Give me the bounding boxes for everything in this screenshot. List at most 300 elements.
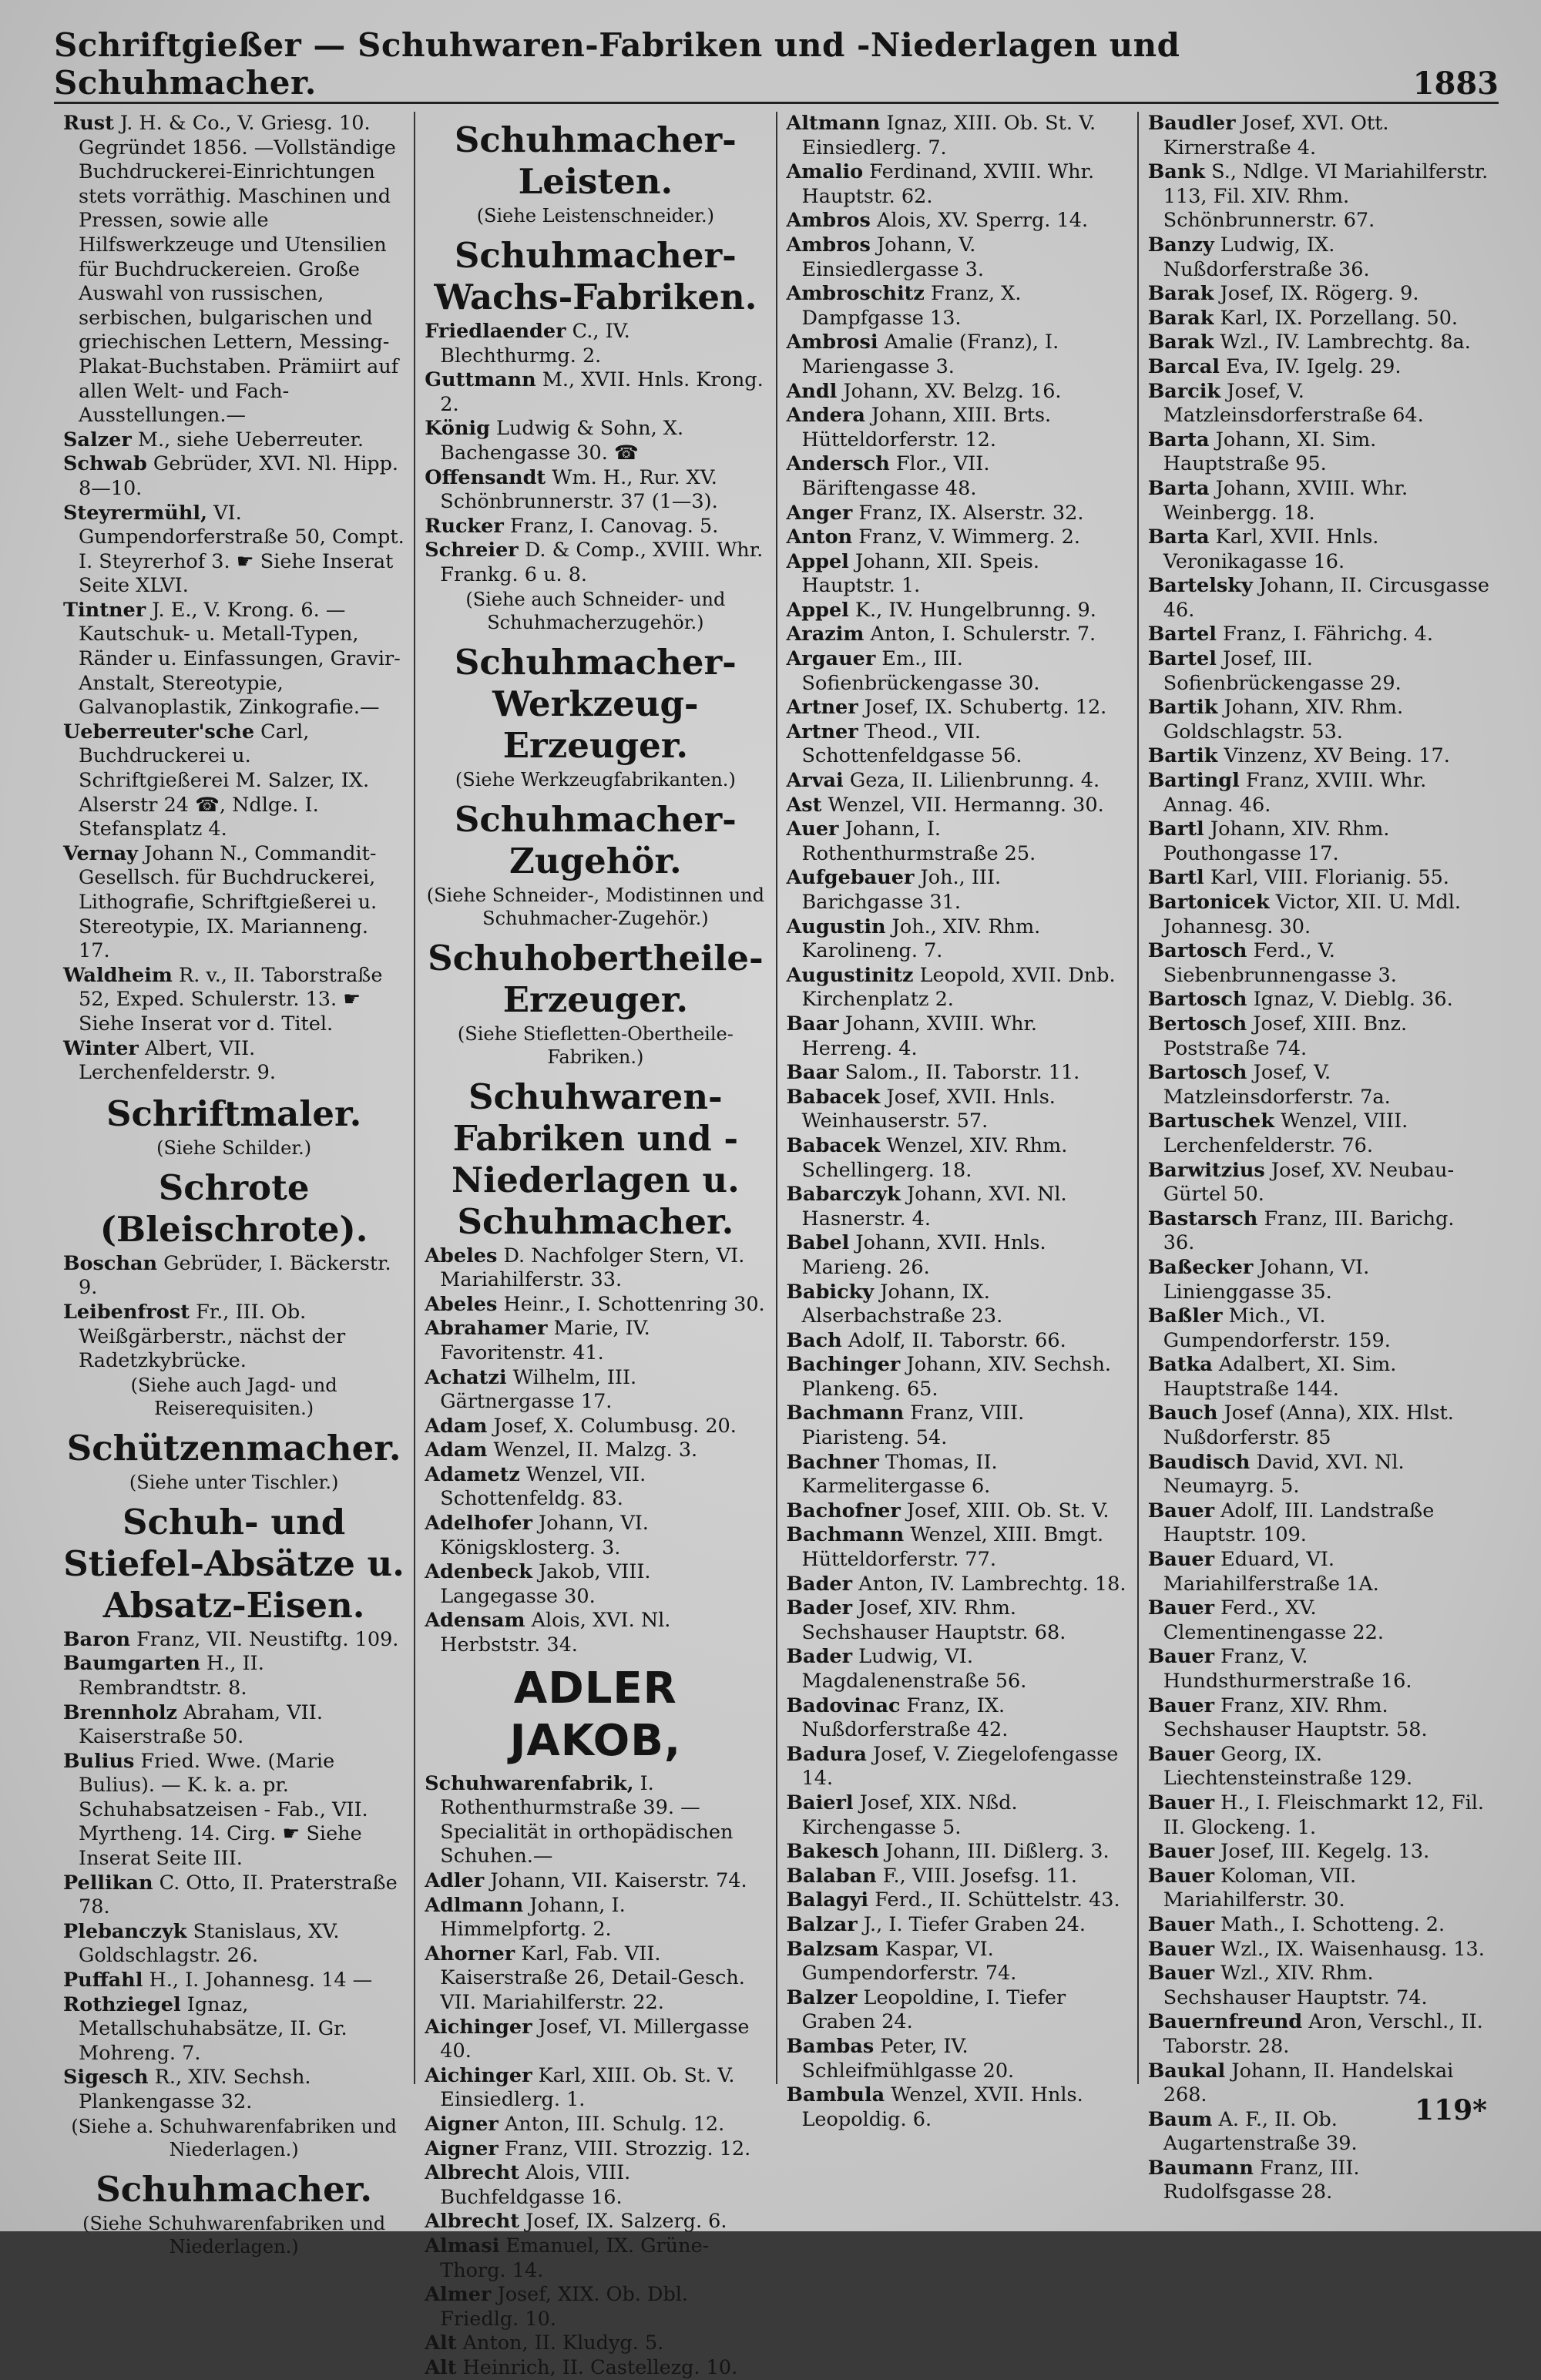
directory-entry: Bauernfreund Aron, Verschl., II. Taborstr. 28. [1147,2010,1483,2058]
entry-surname: Bastarsch [1147,1207,1258,1230]
entry-surname: Ueberreuter'sche [63,720,255,744]
entry-surname: Salzer [63,428,132,451]
entry-surname: Badura [786,1742,867,1766]
section-heading: Schrote (Bleischrote). [99,1167,368,1250]
directory-entry: Abeles D. Nachfolger Stern, VI. Mariahilferstr. 33. [425,1244,745,1292]
entry-surname: Bauer [1147,1694,1215,1717]
entry-surname: Babarczyk [786,1183,901,1207]
directory-entry: Balzer Leopoldine, I. Tiefer Graben 24. [786,1986,1066,2034]
entry-surname: Rust [63,112,114,135]
directory-entry: Aichinger Karl, XIII. Ob. St. V. Einsiedlerg. 1. [425,2063,735,2112]
directory-entry: Bader Josef, XIV. Rhm. Sechshauser Hauptstr. 68. [786,1596,1066,1644]
advertisement-heading: ADLER JAKOB, [509,1663,682,1766]
directory-entry: Salzer M., siehe Ueberreuter. [63,428,364,451]
entry-surname: Boschan [63,1251,158,1275]
directory-entry: Barcal Eva, IV. Igelg. 29. [1147,354,1402,378]
directory-entry: Balzsam Kaspar, VI. Gumpendorferstr. 74. [786,1937,1017,1986]
entry-surname: Tintner [63,598,146,622]
directory-entry: Bartosch Josef, V. Matzleinsdorferstr. 7a. [1147,1061,1391,1109]
entry-surname: Adenbeck [425,1560,532,1584]
entry-surname: Aichinger [425,2015,532,2039]
entry-surname: Pellikan [63,1871,153,1895]
entry-surname: Almer [425,2283,492,2307]
entry-surname: Baukal [1147,2059,1226,2083]
entry-surname: Bartik [1147,696,1218,720]
entry-surname: Babicky [786,1280,875,1304]
directory-entry: Baßler Mich., VI. Gumpendorferstr. 159. [1147,1304,1391,1352]
directory-entry: Andersch Flor., VII. Bäriftengasse 48. [786,452,990,500]
cross-reference-note: (Siehe auch Schneider- und Schuhmacherzugehör.) [465,588,726,633]
entry-surname: Steyrermühl, [63,501,207,525]
directory-entry: Barta Johann, XI. Sim. Hauptstraße 95. [1147,428,1377,476]
directory-entry: Bastarsch Franz, III. Barichg. 36. [1147,1207,1455,1255]
entry-surname: Ambroschitz [786,282,925,306]
directory-entry: Bartingl Franz, XVIII. Whr. Annag. 46. [1147,769,1427,817]
entry-surname: Abeles [425,1292,498,1316]
directory-entry: Rucker Franz, I. Canovag. 5. [425,514,719,538]
directory-entry: Achatzi Wilhelm, III. Gärtnergasse 17. [425,1365,637,1414]
directory-entry: Appel K., IV. Hungelbrunng. 9. [786,598,1096,622]
entry-surname: Barwitzius [1147,1158,1265,1182]
directory-entry: Waldheim R. v., II. Taborstraße 52, Exped. Schulerstr. 13. ☛ Siehe Inserat vor d. Titel. [63,963,383,1036]
entry-surname: Bartel [1147,647,1217,671]
entry-surname: Bauer [1147,1499,1215,1522]
entry-surname: Amalio [786,160,864,184]
entry-surname: Bauer [1147,1840,1215,1864]
entry-surname: Adam [425,1438,488,1462]
directory-entry: Babicky Johann, IX. Alserbachstraße 23. [786,1280,1003,1328]
directory-entry: Albrecht Josef, IX. Salzerg. 6. [425,2210,727,2234]
entry-surname: Schuhwarenfabrik, [425,1771,634,1795]
directory-entry: Albrecht Alois, VIII. Buchfeldgasse 16. [425,2161,631,2209]
directory-entry: Winter Albert, VII. Lerchenfelderstr. 9. [63,1036,276,1085]
column-2 [415,112,777,2379]
directory-entry: Anger Franz, IX. Alserstr. 32. [786,501,1084,525]
entry-surname: Aigner [425,2112,499,2136]
directory-entry: Barak Wzl., IV. Lambrechtg. 8a. [1147,331,1471,354]
directory-entry: Bauch Josef (Anna), XIX. Hlst. Nußdorferstr. 85 [1147,1401,1454,1450]
directory-entry: Ambrosi Amalie (Franz), I. Mariengasse 3. [786,331,1059,378]
directory-entry: Sigesch R., XIV. Sechsh. Plankengasse 32. [63,2066,311,2113]
entry-surname: Baron [63,1627,131,1651]
entry-surname: Baar [786,1012,839,1036]
entry-surname: Bartosch [1147,1061,1247,1085]
section-heading: Schuhmacher-Wachs-Fabriken. [434,235,757,317]
entry-surname: Arazim [786,623,865,646]
directory-entry: Plebanczyk Stanislaus, XV. Goldschlagstr. 26. [63,1919,340,1968]
directory-entry: Schuhwarenfabrik, I. Rothenthurmstraße 39. — Specialität in orthopädischen Schuhen.— [425,1771,734,1868]
directory-entry: Badura Josef, V. Ziegelofengasse 14. [786,1742,1119,1791]
entry-surname: Baum [1147,2107,1213,2131]
entry-surname: Artner [786,720,858,744]
directory-entry: Artner Josef, IX. Schubertg. 12. [786,696,1107,720]
entry-surname: Friedlaender [425,320,566,343]
entry-surname: Adam [425,1414,488,1438]
directory-entry: Adam Wenzel, II. Malzg. 3. [425,1438,698,1462]
section-heading: Schriftmaler. [106,1093,362,1134]
entry-surname: Barcal [1147,354,1220,378]
entry-surname: Bachmann [786,1401,905,1425]
directory-entry: Puffahl H., I. Johannesg. 14 — [63,1969,373,1992]
directory-entry: Baierl Josef, XIX. Nßd. Kirchengasse 5. [786,1791,1018,1839]
cross-reference-note: (Siehe Stiefletten-Obertheile-Fabriken.) [457,1022,734,1068]
entry-surname: Albrecht [425,2210,520,2234]
directory-entry: Bauer Wzl., IX. Waisenhausg. 13. [1147,1937,1485,1961]
directory-entry: Ahorner Karl, Fab. VII. Kaiserstraße 26, Detail-Gesch. VII. Mariahilferstr. 22. [425,1942,745,2014]
directory-entry: Baumann Franz, III. Rudolfsgasse 28. [1147,2156,1360,2204]
directory-entry: Babel Johann, XVII. Hnls. Marieng. 26. [786,1231,1046,1279]
directory-entry: Guttmann M., XVII. Hnls. Krong. 2. [425,368,764,416]
entry-surname: Alt [425,2331,457,2355]
entry-surname: Almasi [425,2234,500,2257]
entry-surname: Rucker [425,514,504,538]
page-header [54,26,1499,104]
directory-entry: Baron Franz, VII. Neustiftg. 109. [63,1627,399,1651]
directory-entry: Almasi Emanuel, IX. Grüne-Thorg. 14. [425,2234,710,2282]
entry-surname: Bambula [786,2083,885,2107]
entry-surname: Andera [786,404,865,428]
entry-surname: Babel [786,1231,850,1255]
directory-entry: Balzar J., I. Tiefer Graben 24. [786,1912,1086,1936]
entry-surname: Bambas [786,2034,875,2058]
entry-surname: Bank [1147,160,1206,184]
entry-surname: Winter [63,1036,139,1060]
directory-entry: Barak Josef, IX. Rögerg. 9. [1147,282,1419,306]
cross-reference-note: (Siehe Werkzeugfabrikanten.) [455,768,736,791]
entry-surname: Bachmann [786,1523,905,1547]
entry-surname: Bauernfreund [1147,2010,1303,2034]
directory-entry: Bartuschek Wenzel, VIII. Lerchenfelderstr. 76. [1147,1109,1408,1157]
directory-entry: Rothziegel Ignaz, Metallschuhabsätze, II. Gr. Mohreng. 7. [63,1992,347,2065]
directory-entry: Bartik Vinzenz, XV Being. 17. [1147,744,1450,768]
directory-entry: Ambros Alois, XV. Sperrg. 14. [786,209,1089,233]
entry-surname: Baßecker [1147,1255,1254,1279]
entry-surname: Brennholz [63,1700,178,1724]
entry-surname: Bauer [1147,1596,1215,1620]
directory-entry: Leibenfrost Fr., III. Ob. Weißgärberstr., nächst der Radetzkybrücke. [63,1300,346,1373]
directory-entry: Augustin Joh., XIV. Rhm. Karolineng. 7. [786,915,1041,963]
directory-entry: Bartosch Ferd., V. Siebenbrunnengasse 3. [1147,939,1397,987]
directory-entry: Barak Karl, IX. Porzellang. 50. [1147,306,1459,330]
entry-surname: Anton [786,525,853,549]
directory-entry: Tintner J. E., V. Krong. 6. —Kautschuk- u. Metall-Typen, Ränder u. Einfassungen, Gravir-Anstalt, Stereotypie, Galvanoplastik, Zinkografie.— [63,598,401,720]
entry-surname: Baudler [1147,112,1236,135]
entry-surname: Bachofner [786,1499,901,1522]
directory-entry: Bauer Franz, V. Hundsthurmerstraße 16. [1147,1645,1412,1693]
entry-surname: Bader [786,1645,853,1669]
directory-entry: Balagyi Ferd., II. Schüttelstr. 43. [786,1888,1120,1912]
directory-entry: Andera Johann, XIII. Brts. Hütteldorferstr. 12. [786,404,1052,451]
entry-surname: Bach [786,1328,842,1352]
header-title: Schriftgießer — Schuhwaren-Fabriken und -Niederlagen und Schuhmacher. [54,26,1180,102]
directory-entry: Bachofner Josef, XIII. Ob. St. V. [786,1499,1110,1522]
directory-entry: Bauer Ferd., XV. Clementinengasse 22. [1147,1596,1384,1644]
entry-surname: Adler [425,1869,485,1892]
directory-entry: Adenbeck Jakob, VIII. Langegasse 30. [425,1560,651,1608]
entry-surname: Altmann [786,112,881,135]
directory-entry: Baukal Johann, II. Handelskai 268. [1147,2059,1454,2107]
entry-surname: Barak [1147,282,1214,306]
directory-entry: Alt Anton, II. Kludyg. 5. [425,2331,664,2355]
entry-surname: Balzer [786,1986,858,2009]
directory-entry: Rust J. H. & Co., V. Griesg. 10. Gegründet 1856. —Vollständige Buchdruckerei-Einrichtungen stets vorräthig. Maschinen und Pressen, sowie alle Hilfswerkzeuge und Utensilien für Buchdruckereien. Große Auswahl von russischen, serbischen, bulgarischen und griechischen Lettern, Messing-Plakat-Buchstaben. Prämiirt auf allen Welt- und Fach-Ausstellungen.— [63,112,399,428]
cross-reference-note: (Siehe unter Tischler.) [129,1471,339,1493]
entry-surname: Baar [786,1061,839,1085]
entry-surname: Bauer [1147,1742,1215,1766]
entry-surname: Achatzi [425,1365,507,1389]
entry-surname: Balagyi [786,1888,869,1912]
directory-entry: Altmann Ignaz, XIII. Ob. St. V. Einsiedlerg. 7. [786,112,1096,159]
directory-entry: Pellikan C. Otto, II. Praterstraße 78. [63,1871,398,1919]
section-heading: Schuhmacher-Zugehör. [454,798,737,881]
directory-entry: Bakesch Johann, III. Dißlerg. 3. [786,1840,1110,1864]
directory-entry: Brennholz Abraham, VII. Kaiserstraße 50. [63,1700,323,1749]
entry-surname: Badovinac [786,1694,901,1717]
entry-surname: Bulius [63,1749,135,1773]
entry-surname: Babacek [786,1133,881,1157]
entry-surname: Barta [1147,525,1210,549]
entry-surname: Balaban [786,1864,877,1888]
directory-entry: Baumgarten H., II. Rembrandtstr. 8. [63,1652,264,1700]
entry-surname: Bartingl [1147,769,1240,793]
entry-surname: Adensam [425,1609,525,1633]
cross-reference-note: (Siehe Schuhwarenfabriken und Niederlagen.) [82,2212,386,2257]
directory-entry: Boschan Gebrüder, I. Bäckerstr. 9. [63,1251,391,1300]
directory-entry: Balaban F., VIII. Josefsg. 11. [786,1864,1078,1888]
entry-surname: Bartonicek [1147,891,1270,914]
entry-surname: Vernay [63,841,138,865]
entry-surname: Bader [786,1572,853,1596]
directory-entry: Babarczyk Johann, XVI. Nl. Hasnerstr. 4. [786,1183,1067,1230]
directory-entry: Baßecker Johann, VI. Linienggasse 35. [1147,1255,1370,1304]
entry-surname: Adelhofer [425,1512,532,1536]
directory-entry: Schreier D. & Comp., XVIII. Whr. Frankg. 6 u. 8. [425,539,764,586]
entry-surname: Batka [1147,1353,1213,1377]
entry-surname: Auer [786,817,839,841]
directory-entry: Badovinac Franz, IX. Nußdorferstraße 42. [786,1694,1009,1742]
directory-entry: Andl Johann, XV. Belzg. 16. [786,379,1062,403]
entry-surname: Balzar [786,1912,858,1936]
entry-surname: Bartuschek [1147,1109,1274,1133]
directory-entry: Barcik Josef, V. Matzleinsdorferstraße 64. [1147,379,1424,428]
directory-entry: Arvai Geza, II. Lilienbrunng. 4. [786,769,1100,793]
entry-surname: Barta [1147,428,1210,451]
directory-entry: Babacek Josef, XVII. Hnls. Weinhauserstr. 57. [786,1085,1056,1133]
directory-entry: Adametz Wenzel, VII. Schottenfeldg. 83. [425,1462,646,1511]
directory-entry: Aigner Anton, III. Schulg. 12. [425,2112,725,2136]
directory-entry: Aichinger Josef, VI. Millergasse 40. [425,2015,750,2063]
directory-entry: Baum A. F., II. Ob. Augartenstraße 39. [1147,2107,1358,2156]
page-signature: 119* [1415,2094,1487,2127]
entry-surname: Bachner [786,1450,879,1474]
directory-entry: Bach Adolf, II. Taborstr. 66. [786,1328,1066,1352]
directory-entry: Vernay Johann N., Commandit-Gesellsch. für Buchdruckerei, Lithografie, Schriftgießerei u. Stereotypie, IX. Marianneng. 17. [63,841,378,963]
entry-surname: Albrecht [425,2161,520,2185]
entry-surname: Bartosch [1147,988,1247,1012]
directory-entry: Bauer Math., I. Schotteng. 2. [1147,1912,1445,1936]
column-3 [777,112,1139,2131]
directory-entry: Adam Josef, X. Columbusg. 20. [425,1414,737,1438]
section-heading: Schützenmacher. [66,1427,401,1469]
directory-entry: Offensandt Wm. H., Rur. XV. Schönbrunnerstr. 37 (1—3). [425,465,718,514]
entry-surname: Ambros [786,233,871,257]
directory-entry: Bambula Wenzel, XVII. Hnls. Leopoldig. 6. [786,2083,1083,2131]
entry-surname: Augustin [786,915,886,938]
entry-surname: Rothziegel [63,1992,181,2016]
cross-reference-note: (Siehe auch Jagd- und Reiserequisiten.) [130,1374,337,1419]
entry-surname: Plebanczyk [63,1919,187,1943]
entry-surname: Anger [786,501,853,525]
entry-surname: Ambros [786,209,871,233]
directory-entry: Bartelsky Johann, II. Circusgasse 46. [1147,574,1489,622]
directory-entry: Bauer Georg, IX. Liechtensteinstraße 129. [1147,1742,1413,1791]
directory-entry: Baudisch David, XVI. Nl. Neumayrg. 5. [1147,1450,1405,1499]
entry-surname: Offensandt [425,465,546,489]
directory-entry: Bauer Wzl., XIV. Rhm. Sechshauser Hauptstr. 74. [1147,1962,1428,2009]
entry-surname: König [425,417,490,441]
entry-surname: Argauer [786,647,876,671]
page-number: 1883 [1412,65,1499,102]
entry-surname: Augustinitz [786,963,914,987]
entry-surname: Ahorner [425,1942,515,1965]
entry-surname: Babacek [786,1085,881,1109]
entry-surname: Abeles [425,1244,498,1267]
directory-entry: Bauer Eduard, VI. Mariahilferstraße 1A. [1147,1548,1379,1596]
entry-surname: Schwab [63,452,147,476]
entry-surname: Bartel [1147,623,1217,646]
directory-entry: Abrahamer Marie, IV. Favoritenstr. 41. [425,1317,650,1365]
entry-surname: Bartosch [1147,939,1247,963]
entry-surname: Bader [786,1596,853,1620]
entry-surname: Adlmann [425,1893,524,1917]
directory-entry: Bartik Johann, XIV. Rhm. Goldschlagstr. 53. [1147,696,1404,744]
entry-surname: Aichinger [425,2063,532,2087]
directory-entry: Abeles Heinr., I. Schottenring 30. [425,1292,765,1316]
directory-entry: Barta Karl, XVII. Hnls. Veronikagasse 16. [1147,525,1379,573]
directory-entry: Alt Heinrich, II. Castellezg. 10. [425,2355,738,2379]
entry-surname: Barcik [1147,379,1221,403]
entry-surname: Ambrosi [786,331,878,354]
entry-surname: Bertosch [1147,1012,1247,1036]
directory-entry: Bauer Adolf, III. Landstraße Hauptstr. 109. [1147,1499,1435,1547]
entry-surname: Artner [786,696,858,720]
directory-entry: Aigner Franz, VIII. Strozzig. 12. [425,2137,751,2160]
entry-surname: Appel [786,549,849,573]
entry-surname: Adametz [425,1462,520,1486]
directory-entry: König Ludwig & Sohn, X. Bachengasse 30. ☎ [425,417,684,465]
entry-surname: Bauer [1147,1937,1215,1961]
entry-surname: Schreier [425,539,519,562]
entry-surname: Puffahl [63,1969,143,1992]
entry-surname: Bartl [1147,866,1204,890]
entry-surname: Bartik [1147,744,1218,768]
directory-entry: Bauer Josef, III. Kegelg. 13. [1147,1840,1430,1864]
section-heading: Schuhmacher-Leisten. [454,119,737,202]
directory-entry: Ambros Johann, V. Einsiedlergasse 3. [786,233,985,281]
entry-surname: Bakesch [786,1840,879,1864]
directory-entry: Anton Franz, V. Wimmerg. 2. [786,525,1081,549]
directory-entry: Ast Wenzel, VII. Hermanng. 30. [786,793,1104,817]
section-heading: Schuhobertheile-Erzeuger. [428,937,764,1020]
directory-entry: Arazim Anton, I. Schulerstr. 7. [786,623,1096,646]
entry-surname: Waldheim [63,963,173,987]
entry-surname: Baierl [786,1791,854,1814]
cross-reference-note: (Siehe Leistenschneider.) [476,205,715,227]
entry-surname: Ast [786,793,822,817]
directory-entry: Appel Johann, XII. Speis. Hauptstr. 1. [786,549,1039,598]
directory-entry: Bartonicek Victor, XII. U. Mdl. Johannesg. 30. [1147,891,1461,938]
directory-entry: Bartl Johann, XIV. Rhm. Pouthongasse 17. [1147,817,1390,865]
entry-surname: Banzy [1147,233,1214,257]
directory-entry: Bachinger Johann, XIV. Sechsh. Plankeng. 65. [786,1353,1111,1401]
directory-entry: Bartosch Ignaz, V. Dieblg. 36. [1147,988,1453,1012]
entry-surname: Sigesch [63,2066,149,2090]
cross-reference-note: (Siehe Schilder.) [156,1136,312,1159]
directory-entry: Almer Josef, XIX. Ob. Dbl. Friedlg. 10. [425,2283,689,2331]
directory-entry: Bachner Thomas, II. Karmelitergasse 6. [786,1450,998,1499]
directory-entry: Amalio Ferdinand, XVIII. Whr. Hauptstr. 62. [786,160,1095,208]
directory-entry: Bartel Franz, I. Fährichg. 4. [1147,623,1434,646]
directory-entry: Artner Theod., VII. Schottenfeldgasse 56. [786,720,1022,768]
directory-entry: Adensam Alois, XVI. Nl. Herbststr. 34. [425,1609,671,1657]
directory-entry: Bauer H., I. Fleischmarkt 12, Fil. II. Glockeng. 1. [1147,1791,1485,1839]
entry-surname: Aigner [425,2137,499,2160]
cross-reference-note: (Siehe Schneider-, Modistinnen und Schuhmacher-Zugehör.) [426,884,764,929]
entry-surname: Bartl [1147,817,1204,841]
entry-surname: Andersch [786,452,890,476]
directory-entry: Barwitzius Josef, XV. Neubau-Gürtel 50. [1147,1158,1455,1207]
section-heading: Schuh- und Stiefel-Absätze u. Absatz-Eisen. [63,1501,405,1626]
directory-entry: Adelhofer Johann, VI. Königsklosterg. 3. [425,1512,649,1559]
entry-surname: Arvai [786,769,844,793]
entry-surname: Bauch [1147,1401,1218,1425]
directory-entry: Babacek Wenzel, XIV. Rhm. Schellingerg. 18. [786,1133,1068,1182]
entry-surname: Barta [1147,476,1210,500]
directory-entry: Bertosch Josef, XIII. Bnz. Poststraße 74. [1147,1012,1408,1060]
entry-surname: Bauer [1147,1912,1215,1936]
cross-reference-note: (Siehe a. Schuhwarenfabriken und Niederlagen.) [71,2115,397,2160]
entry-surname: Baudisch [1147,1450,1251,1474]
entry-surname: Baumann [1147,2156,1254,2180]
section-heading: Schuhwaren-Fabriken und -Niederlagen u. Schuhmacher. [451,1076,740,1242]
entry-surname: Guttmann [425,368,536,392]
entry-surname: Alt [425,2355,457,2379]
directory-entry: Argauer Em., III. Sofienbrückengasse 30. [786,647,1040,695]
directory-entry: Batka Adalbert, XI. Sim. Hauptstraße 144. [1147,1353,1397,1401]
directory-entry: Bauer Franz, XIV. Rhm. Sechshauser Hauptstr. 58. [1147,1694,1428,1742]
entry-surname: Bauer [1147,1645,1215,1669]
column-1 [54,112,415,2257]
directory-entry: Bauer Koloman, VII. Mariahilferstr. 30. [1147,1864,1357,1912]
entry-surname: Bachinger [786,1353,901,1377]
directory-entry: Bulius Fried. Wwe. (Marie Bulius). — K. k. a. pr. Schuhabsatzeisen - Fab., VII. Myrtheng. 14. Cirg. ☛ Siehe Inserat Seite III. [63,1749,368,1871]
directory-entry: Bambas Peter, IV. Schleifmühlgasse 20. [786,2034,1015,2083]
entry-surname: Bartelsky [1147,574,1253,598]
directory-entry: Bank S., Ndlge. VI Mariahilferstr. 113, Fil. XIV. Rhm. Schönbrunnerstr. 67. [1147,160,1489,233]
directory-entry: Auer Johann, I. Rothenthurmstraße 25. [786,817,1036,865]
entry-surname: Appel [786,598,849,622]
directory-entry: Bader Ludwig, VI. Magdalenenstraße 56. [786,1645,1027,1693]
directory-entry: Bachmann Franz, VIII. Piaristeng. 54. [786,1401,1025,1450]
entry-surname: Baumgarten [63,1652,200,1676]
directory-entry: Bartel Josef, III. Sofienbrückengasse 29. [1147,647,1402,695]
entry-surname: Bauer [1147,1791,1215,1814]
directory-entry: Baar Johann, XVIII. Whr. Herreng. 4. [786,1012,1038,1060]
directory-entry: Schwab Gebrüder, XVI. Nl. Hipp. 8—10. [63,452,398,500]
directory-entry: Ambroschitz Franz, X. Dampfgasse 13. [786,282,1022,330]
directory-entry: Ueberreuter'sche Carl, Buchdruckerei u. Schriftgießerei M. Salzer, IX. Alserstr 24 ☎, Ndlge. I. Stefansplatz 4. [63,720,370,841]
directory-entry: Augustinitz Leopold, XVII. Dnb. Kirchenplatz 2. [786,963,1116,1012]
